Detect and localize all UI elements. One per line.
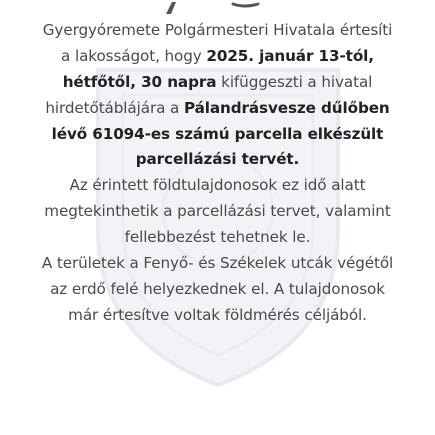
notice-line-9: fellebbezést tehetnek le. (124, 228, 311, 247)
date-highlight: 2025. január 13-tól, (206, 46, 374, 65)
notice-line-4: hirdetőtáblájára a Pálandrásvesze dűlőben (45, 98, 390, 117)
notice-line-7: Az érintett földtulajdonosok ez idő alatt (69, 176, 366, 195)
notice-line-12: már értesítve voltak földmérés céljából. (68, 305, 367, 324)
plan-highlight: parcellázási tervét. (135, 150, 300, 169)
notice-line-6 (0, 147, 435, 173)
location-highlight: Pálandrásvesze dűlőben (183, 98, 390, 117)
parcel-highlight: lévő 61094-es számú parcella elkészült (51, 124, 384, 143)
duration-highlight: hétfőtől, 30 napra (62, 72, 217, 91)
notice-line-11: az erdő felé helyezkednek el. A tulajdonosok (50, 279, 385, 298)
notice-line-3: hétfőtől, 30 napra kifüggeszti a hivatal (62, 72, 373, 91)
notice-line-8: megtekinthetik a parcellázási tervet, valamint (44, 202, 391, 221)
notice-line-5 (0, 122, 435, 148)
announcement-text (0, 18, 435, 329)
notice-line-10: A területek a Fenyő- és Székelek utcák végétől (41, 254, 394, 273)
notice-line-2: a lakosságot, hogy 2025. január 13-tól, (61, 46, 374, 65)
notice-line-1: Gyergyóremete Polgármesteri Hivatala értesíti (42, 21, 393, 39)
